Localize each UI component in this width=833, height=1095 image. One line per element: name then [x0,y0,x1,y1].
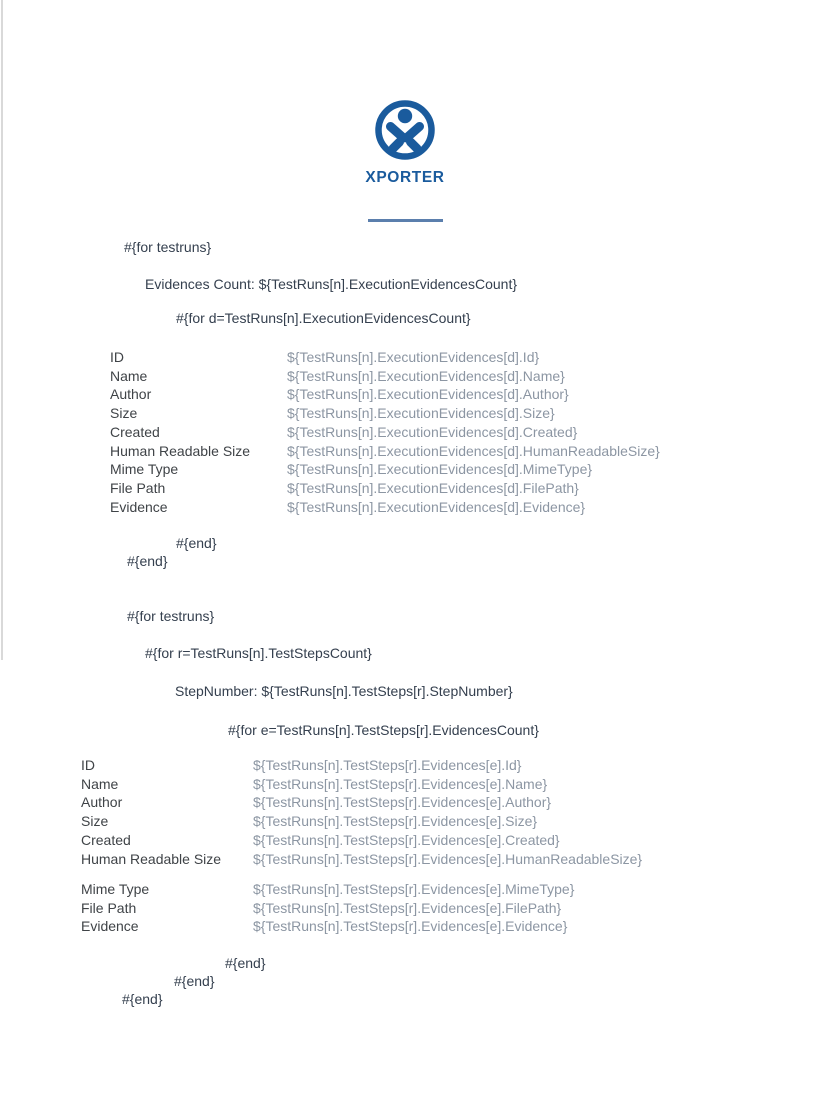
field-label: Mime Type [110,461,179,478]
field-value: ${TestRuns[n].ExecutionEvidences[d].Id} [287,349,540,365]
field-label: Name [110,367,148,384]
page-edge-divider [1,0,3,660]
field-value: ${TestRuns[n].TestSteps[r].Evidences[e].HumanReadableSize} [253,850,643,867]
step-number-line: StepNumber: ${TestRuns[n].TestSteps[r].StepNumber} [175,683,513,699]
field-value: ${TestRuns[n].ExecutionEvidences[d].Created} [287,423,578,440]
field-label: Evidence [110,498,168,515]
field-value: ${TestRuns[n].TestSteps[r].Evidences[e].MimeType} [253,881,575,897]
for-testruns-directive: #{for testruns} [124,239,212,255]
field-value: ${TestRuns[n].ExecutionEvidences[d].MimeType} [287,461,593,478]
field-value: ${TestRuns[n].ExecutionEvidences[d].Author} [287,386,569,403]
field-label: Mime Type [81,881,150,897]
table-row [110,404,660,423]
field-value: ${TestRuns[n].TestSteps[r].Evidences[e].Author} [253,794,552,811]
field-label: ID [110,349,124,365]
table-row [81,793,642,812]
table-row [81,850,642,869]
table-row [81,917,574,936]
table-row [81,775,642,794]
for-d-directive: #{for d=TestRuns[n].ExecutionEvidencesCount} [176,310,471,326]
field-label: Human Readable Size [110,442,251,459]
field-label: Size [81,813,109,830]
field-label: Size [110,405,138,422]
field-value: ${TestRuns[n].TestSteps[r].Evidences[e].Id} [253,757,522,773]
table-row [110,498,660,517]
field-label: ID [81,757,95,773]
field-value: ${TestRuns[n].TestSteps[r].Evidences[e].Name} [253,775,548,792]
field-value: ${TestRuns[n].TestSteps[r].Evidences[e].Size} [253,813,538,830]
table-row [110,460,660,479]
field-label: Author [110,386,152,403]
end-directive: #{end} [127,553,168,569]
table-row [110,442,660,461]
field-label: Created [110,423,160,440]
evidences-count-line: Evidences Count: ${TestRuns[n].ExecutionEvidencesCount} [145,276,518,292]
end-directive: #{end} [225,955,266,971]
field-value: ${TestRuns[n].ExecutionEvidences[d].Name} [287,367,565,384]
table-row [81,831,642,850]
table-row [81,812,642,831]
field-label: File Path [110,479,166,496]
end-directive: #{end} [122,991,163,1007]
table-row [81,880,574,899]
xporter-logo-icon [373,98,437,162]
step-evidences-field-table-group1 [81,756,642,868]
table-row [110,385,660,404]
field-label: Name [81,775,119,792]
end-directive: #{end} [174,973,215,989]
brand-wordmark: XPORTER [365,169,445,186]
step-evidences-field-table-group2 [81,880,574,936]
field-label: Author [81,794,123,811]
table-row [81,899,574,918]
table-row [110,367,660,386]
field-label: File Path [81,899,137,916]
field-label: Evidence [81,918,139,935]
execution-evidences-field-table [110,348,660,516]
for-testruns-directive: #{for testruns} [127,608,215,624]
table-row [110,348,660,367]
field-value: ${TestRuns[n].ExecutionEvidences[d].Evidence} [287,498,586,515]
field-value: ${TestRuns[n].TestSteps[r].Evidences[e].Evidence} [253,918,568,935]
table-row [110,423,660,442]
brand-divider-rule [368,219,443,222]
field-value: ${TestRuns[n].TestSteps[r].Evidences[e].FilePath} [253,899,562,916]
end-directive: #{end} [176,535,217,551]
field-value: ${TestRuns[n].ExecutionEvidences[d].HumanReadableSize} [287,442,660,459]
field-value: ${TestRuns[n].ExecutionEvidences[d].Size} [287,405,555,422]
field-label: Created [81,831,131,848]
for-e-directive: #{for e=TestRuns[n].TestSteps[r].EvidencesCount} [228,722,539,738]
field-value: ${TestRuns[n].TestSteps[r].Evidences[e].Created} [253,831,560,848]
for-r-directive: #{for r=TestRuns[n].TestStepsCount} [145,645,372,661]
field-label: Human Readable Size [81,850,222,867]
field-value: ${TestRuns[n].ExecutionEvidences[d].FilePath} [287,479,579,496]
table-row [110,479,660,498]
table-row [81,756,642,775]
